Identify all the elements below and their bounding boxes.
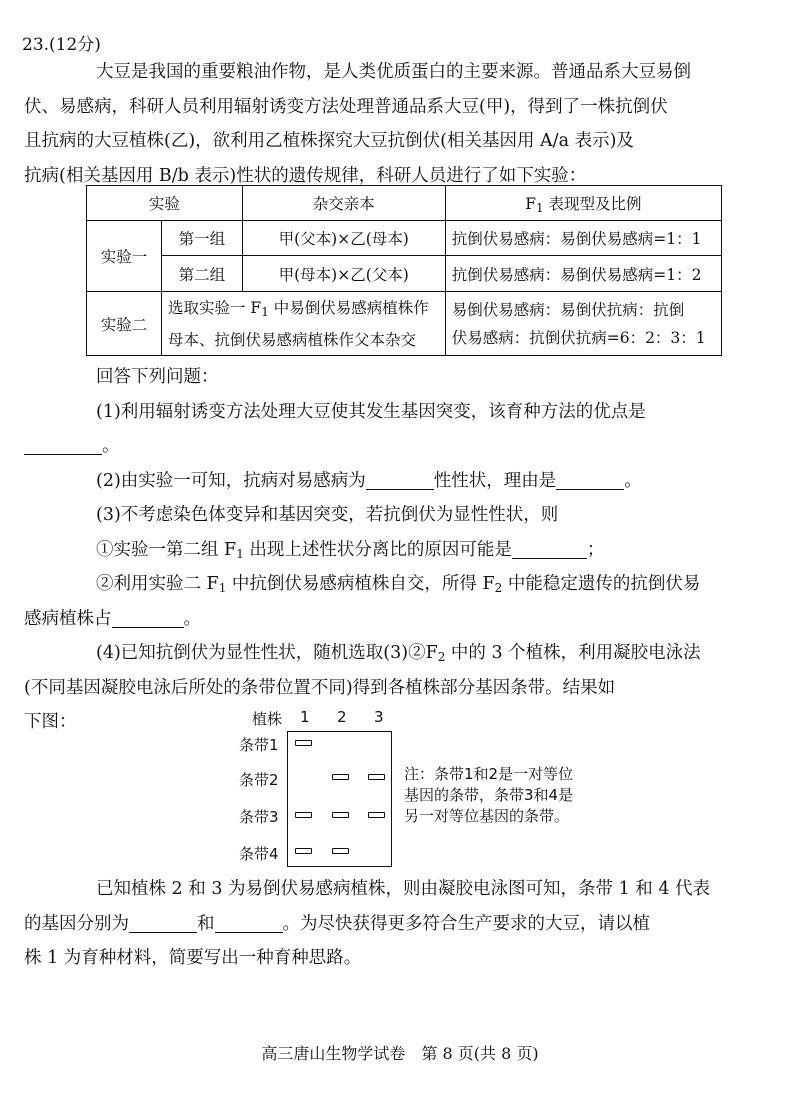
- q3-s2-mid: 中抗倒伏易感病植株自交，所得 F: [226, 574, 495, 594]
- q2-blank-1[interactable]: [366, 467, 434, 490]
- gel-band-label: 条带3: [239, 808, 279, 826]
- question-score: (12分): [49, 35, 101, 55]
- final-part2: 和: [197, 913, 215, 934]
- exp2-parents-suffix: 中易倒伏易感病植株作: [268, 298, 429, 317]
- exp2-parents-line1: [168, 294, 439, 326]
- q2-line: [62, 464, 762, 499]
- q3-s1-sub: 1: [236, 546, 244, 561]
- q4-line1-text: (4)已知抗倒伏为显性性状，随机选取(3)②F: [96, 643, 438, 663]
- header-parents: 杂交亲本: [242, 186, 445, 221]
- question-header: [22, 30, 101, 55]
- gel-lane-label: 3: [374, 708, 384, 726]
- q2-part1: (2)由实验一可知，抗病对易感病为: [96, 470, 366, 491]
- q3-s2-end: 。: [183, 608, 201, 629]
- gel-band: [295, 848, 312, 854]
- q3-s2-blank[interactable]: [112, 605, 184, 628]
- q1-answer-line: [24, 429, 762, 464]
- q3-s1-suffix: 出现上述性状分离比的原因可能是: [243, 539, 512, 560]
- header-f1-sub: 1: [535, 200, 544, 215]
- intro-line: 抗病(相关基因用 B/b 表示)性状的遗传规律，科研人员进行了如下实验：: [24, 165, 587, 186]
- final-line3: 株 1 为育种材料，简要写出一种育种思路。: [24, 948, 362, 968]
- gel-band: [368, 812, 385, 818]
- table-header-row: [87, 186, 722, 221]
- q3-s2-prefix: ②利用实验二 F: [96, 574, 219, 594]
- gel-note-line: 另一对等位基因的条带。: [404, 807, 570, 825]
- gel-band: [332, 774, 349, 780]
- gel-note: [404, 764, 573, 827]
- q4-line1-suffix: 中的 3 个植株，利用凝胶电泳法: [445, 643, 701, 663]
- q4-line1: [62, 636, 762, 671]
- final-paragraph: [24, 872, 762, 976]
- gel-note-line: 基因的条带，条带3和4是: [404, 786, 574, 804]
- q1-text: (1)利用辐射诱变方法处理大豆使其发生基因突变，该育种方法的优点是: [96, 401, 646, 422]
- exp1-group2-parents: 甲(母本)×乙(父本): [242, 256, 445, 292]
- final-part1: 的基因分别为: [24, 913, 129, 934]
- table-row: [87, 256, 722, 292]
- band1-gene-blank[interactable]: [129, 910, 197, 933]
- question-number: 23.: [22, 35, 50, 55]
- q3-s2-sub2: 2: [494, 581, 503, 595]
- q3-s2-sub: 1: [218, 581, 227, 595]
- gel-band: [295, 740, 312, 746]
- exp2-parents-line2: 母本、抗倒伏易感病植株作父本杂交: [168, 330, 417, 349]
- intro-line: 伏、易感病，科研人员利用辐射诱变方法处理普通品系大豆(甲)，得到了一株抗倒伏: [24, 96, 668, 117]
- gel-band: [332, 848, 349, 854]
- q3-s2-suffix: 中能稳定遗传的抗倒伏易: [502, 574, 701, 594]
- final-line1: 已知植株 2 和 3 为易倒伏易感病植株，则由凝胶电泳图可知，条带 1 和 4 代表: [96, 879, 711, 899]
- q4-line1-sub: 2: [437, 650, 446, 664]
- q3-s2-line2: 感病植株占: [24, 608, 112, 629]
- header-f1-suffix: 表现型及比例: [543, 194, 642, 213]
- q1-answer-blank[interactable]: [24, 432, 102, 455]
- q2-part2: 性性状，理由是: [433, 470, 557, 491]
- intro-paragraph: [24, 55, 762, 193]
- intro-line: 且抗病的大豆植株(乙)，欲利用乙植株探究大豆抗倒伏(相关基因用 A/a 表示)及: [24, 131, 634, 151]
- header-f1-prefix: F: [525, 194, 536, 213]
- header-f1: [445, 186, 721, 221]
- exp1-label: 实验一: [87, 221, 162, 292]
- exp2-result-line2: 伏易感病：抗倒伏抗病=6：2：3：1: [451, 328, 706, 347]
- gel-plant-label: 植株: [252, 710, 283, 728]
- table-row: [87, 221, 722, 256]
- gel-band-label: 条带4: [239, 845, 279, 863]
- gel-band: [295, 812, 312, 818]
- q3-intro: (3)不考虑染色体变异和基因突变，若抗倒伏为显性性状，则: [96, 505, 559, 525]
- band4-gene-blank[interactable]: [215, 910, 283, 933]
- q4-line2: (不同基因凝胶电泳后所处的条带位置不同)得到各植株部分基因条带。结果如: [24, 677, 616, 698]
- exp2-result-line1: 易倒伏易感病：易倒伏抗病：抗倒: [451, 300, 685, 319]
- experiment-table: [86, 185, 722, 356]
- q3-sub2: [62, 567, 762, 602]
- intro-line: 大豆是我国的重要粮油作物，是人类优质蛋白的主要来源。普通品系大豆易倒: [96, 62, 691, 82]
- gel-lane-label: 2: [337, 708, 347, 726]
- header-experiment: 实验: [87, 186, 243, 221]
- q4-line3: 下图：: [24, 712, 77, 732]
- questions-block: [24, 360, 762, 740]
- exp2-parents: [162, 292, 446, 356]
- q1-end: 。: [102, 436, 120, 456]
- table-row: [87, 292, 722, 356]
- exp1-group2-result: 抗倒伏易感病：易倒伏易感病=1：2: [445, 256, 721, 292]
- exp1-group1-name: 第一组: [162, 221, 243, 256]
- exp2-parents-prefix: 选取实验一 F: [168, 298, 262, 317]
- gel-band-label: 条带1: [239, 736, 279, 754]
- gel-note-line: 注：条带1和2是一对等位: [404, 765, 574, 783]
- q3-s1-prefix: ①实验一第二组 F: [96, 539, 237, 560]
- exp1-group2-name: 第二组: [162, 256, 243, 292]
- q3-sub2-line2: [24, 602, 762, 637]
- exp1-group1-parents: 甲(父本)×乙(母本): [242, 221, 445, 256]
- gel-band-label: 条带2: [239, 771, 279, 789]
- gel-band: [332, 812, 349, 818]
- gel-band: [368, 774, 385, 780]
- exp2-label: 实验二: [87, 292, 162, 356]
- exp1-group1-result: 抗倒伏易感病：易倒伏易感病=1：1: [445, 221, 721, 256]
- q3-s1-end: ；: [586, 539, 605, 560]
- exp2-parents-sub: 1: [261, 304, 269, 319]
- q3-s1-blank[interactable]: [512, 536, 587, 559]
- final-part3: 。为尽快获得更多符合生产要求的大豆，请以植: [282, 913, 650, 934]
- exp2-result: [445, 292, 721, 356]
- gel-frame: [287, 731, 392, 867]
- answer-prompt: 回答下列问题：: [96, 367, 219, 387]
- final-line2: [24, 907, 762, 942]
- q3-sub1: [62, 533, 762, 568]
- q2-blank-2[interactable]: [556, 467, 624, 490]
- q2-end: 。: [624, 470, 642, 491]
- page-footer: 高三唐山生物学试卷 第 8 页(共 8 页): [261, 1044, 539, 1063]
- gel-lane-label: 1: [300, 708, 310, 726]
